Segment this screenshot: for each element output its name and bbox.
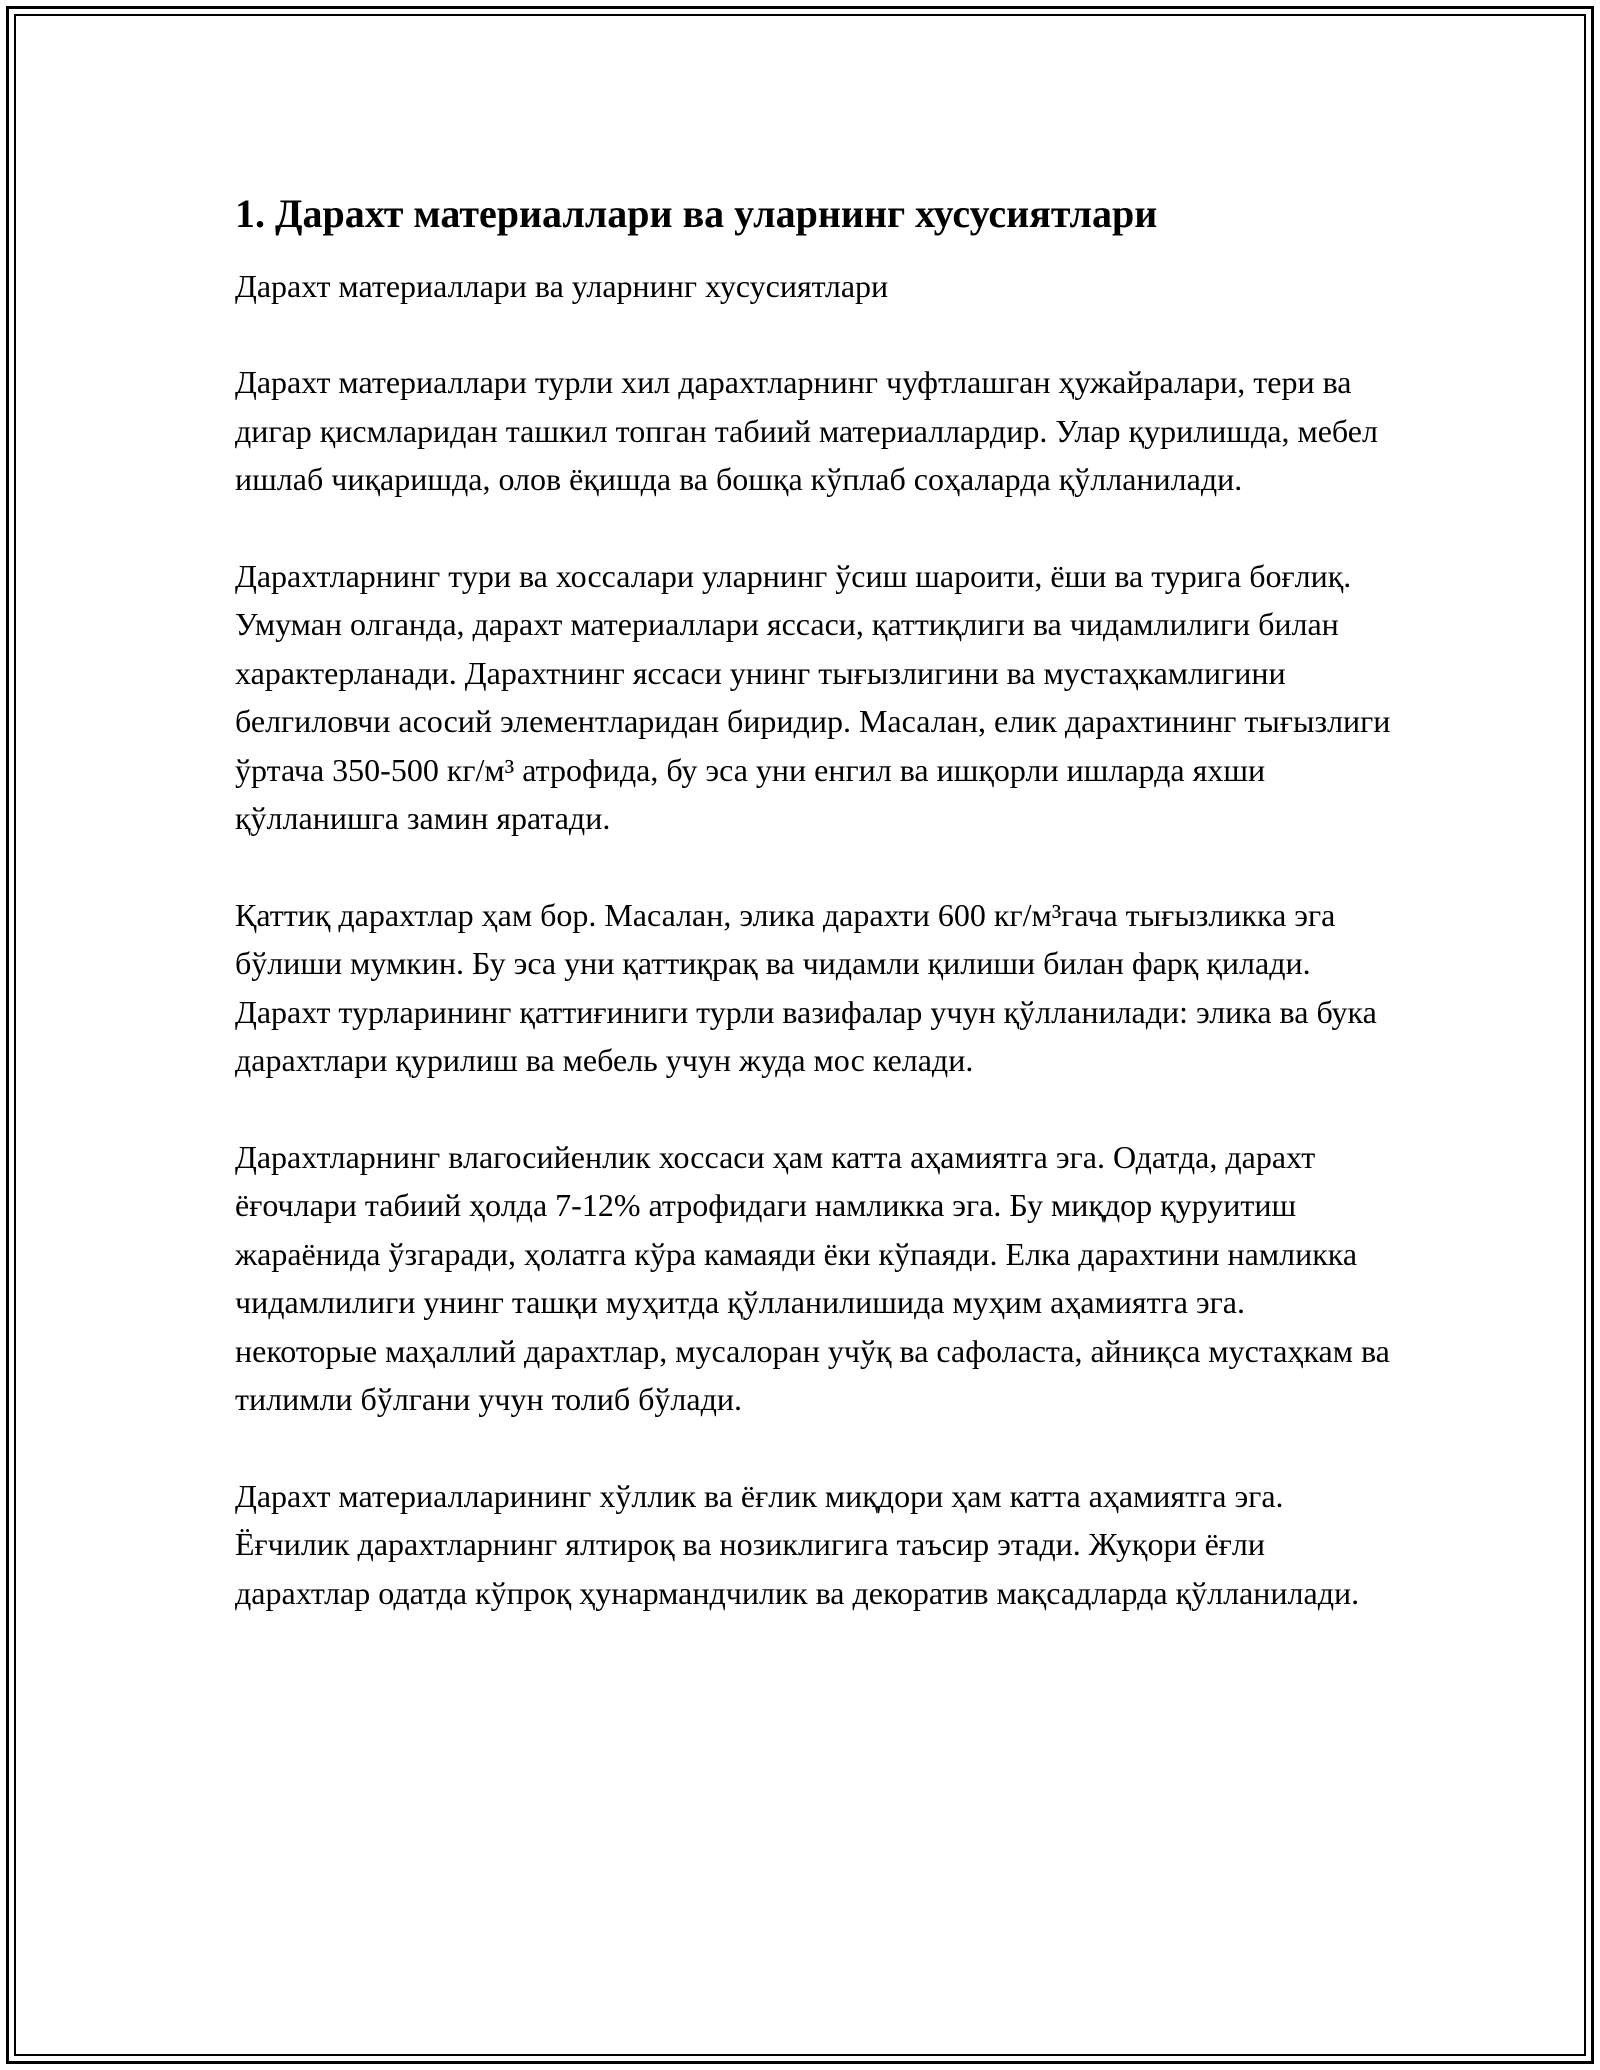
paragraph-3: Қаттиқ дарахтлар ҳам бор. Масалан, элика дарахти 600 кг/м³гача тығызликка эга бўлиши мумкин. Бу эса уни қаттиқрақ ва чидамли қилиши билан фарқ қилади. Дарахт турларининг қаттиғиниги турли вазифалар учун қўлланилади: элика ва бука дарахтлари қурилиш ва мебель учун жуда мос келади. bbox=[235, 896, 1377, 1078]
document-subtitle: Дарахт материаллари ва уларнинг хусусиятлари bbox=[235, 268, 889, 304]
paragraph-5: Дарахт материалларининг хўллик ва ёғлик миқдори ҳам катта аҳамиятга эга. Ёғчилик дарахтларнинг ялтироқ ва нозиклигига таъсир этади. Жуқори ёғли дарахтлар одатда кўпроқ ҳунармандчилик ва декоратив мақсадларда қўлланилади. bbox=[235, 1477, 1360, 1611]
document-body bbox=[235, 190, 1395, 1665]
document-title: 1. Дарахт материаллари ва уларнинг хусусиятлари bbox=[235, 191, 1158, 236]
paragraph-2: Дарахтларнинг тури ва хоссалари уларнинг ўсиш шароити, ёши ва турига боғлиқ. Умуман олганда, дарахт материаллари яссаси, қаттиқлиги ва чидамлилиги билан характерланади. Дарахтнинг яссаси унинг тығызлигини ва мустаҳкамлигини белгиловчи асосий элементларидан биридир. Масалан, елик дарахтининг тығызлиги ўртача 350-500 кг/м³ атрофида, бу эса уни енгил ва ишқорли ишларда яхши қўлланишга замин яратади. bbox=[235, 557, 1391, 836]
paragraph-1: Дарахт материаллари турли хил дарахтларнинг чуфтлашган ҳужайралари, тери ва дигар қисмларидан ташкил топган табиий материаллардир. Улар қурилишда, мебел ишлаб чиқаришда, олов ёқишда ва бошқа кўплаб соҳаларда қўлланилади. bbox=[235, 364, 1378, 497]
paragraph-4: Дарахтларнинг влагосийенлик хоссаси ҳам катта аҳамиятга эга. Одатда, дарахт ёғочлари табиий ҳолда 7-12% атрофидаги намликка эга. Бу миқдор қуруитиш жараёнида ўзгаради, ҳолатга кўра камаяди ёки кўпаяди. Елка дарахтини намликка чидамлилиги унинг ташқи муҳитда қўлланилишида муҳим аҳамиятга эга. некоторые маҳаллий дарахтлар, мусалоран учўқ ва сафоласта, айниқса мустаҳкам ва тилимли бўлгани учун толиб бўлади. bbox=[235, 1138, 1390, 1417]
